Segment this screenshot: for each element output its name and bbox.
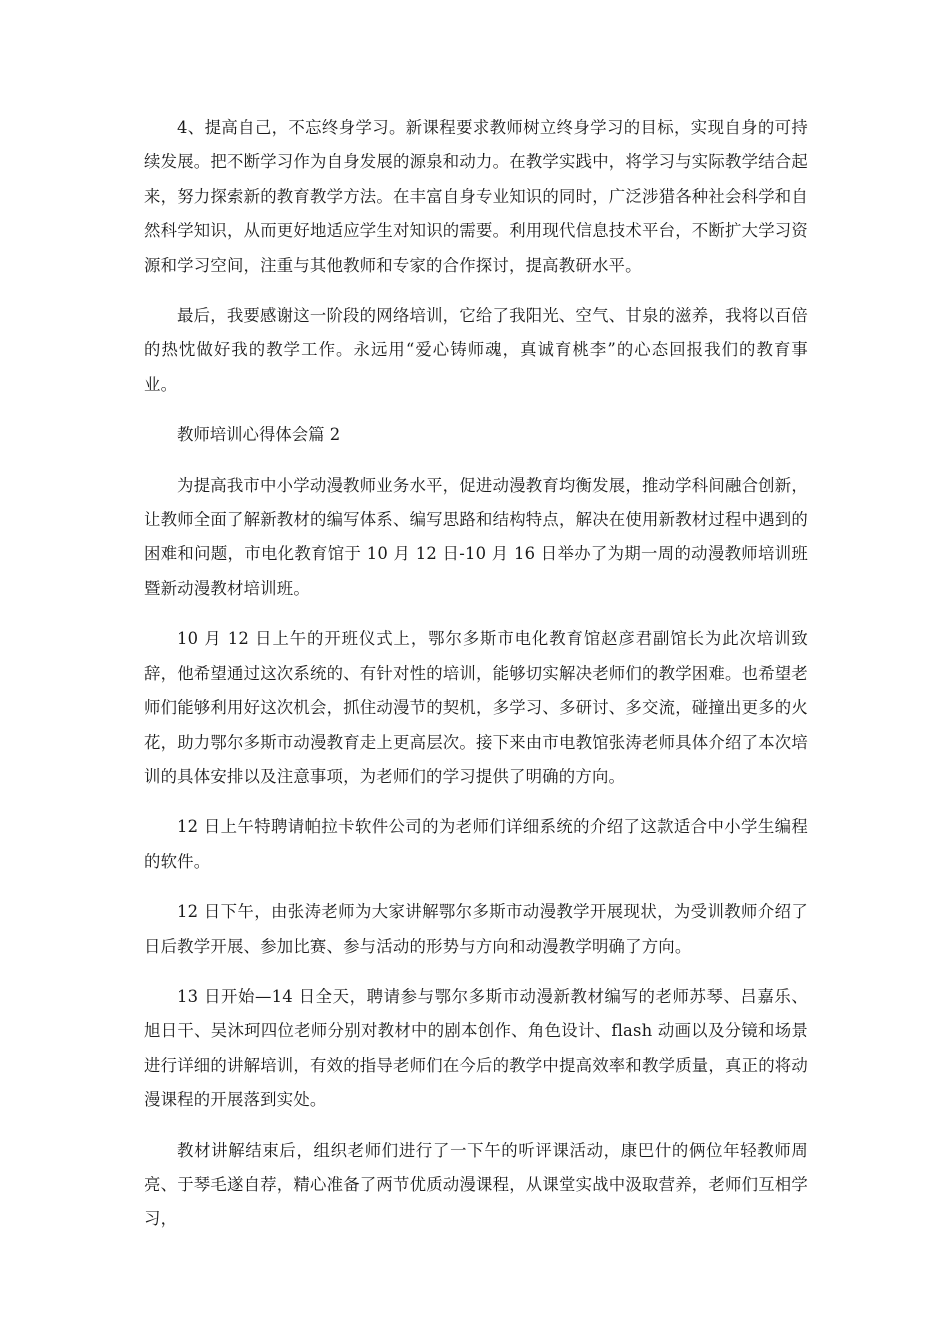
paragraph-gap: [144, 879, 808, 895]
paragraph-gap: [144, 1118, 808, 1134]
paragraph-gap: [144, 794, 808, 810]
paragraph-opening-ceremony: 10 月 12 日上午的开班仪式上，鄂尔多斯市电化教育馆赵彦君副馆长为此次培训致辞，他希望通过这次系统的、有针对性的培训，能够切实解决老师们的教学困难。也希望老师们能够利用好这次机会，抓住动漫节的契机，多学习、多研讨、多交流，碰撞出更多的火花，助力鄂尔多斯市动漫教育走上更高层次。接下来由市电教馆张涛老师具体介绍了本次培训的具体安排以及注意事项，为老师们的学习提供了明确的方向。: [144, 629, 808, 786]
paragraph-lifelong-learning: 4、提高自己，不忘终身学习。新课程要求教师树立终身学习的目标，实现自身的可持续发展。把不断学习作为自身发展的源泉和动力。在教学实践中，将学习与实际教学结合起来，努力探索新的教育教学方法。在丰富自身专业知识的同时，广泛涉猎各种社会科学和自然科学知识，从而更好地适应学生对知识的需要。利用现代信息技术平台，不断扩大学习资源和学习空间，注重与其他教师和专家的合作探讨，提高教研水平。: [144, 118, 808, 275]
paragraph-gap: [144, 453, 808, 469]
paragraph-gap: [144, 964, 808, 980]
paragraph-gap: [144, 283, 808, 299]
paragraph-textbook-training: 13 日开始—14 日全天，聘请参与鄂尔多斯市动漫新教材编写的老师苏琴、吕嘉乐、旭日干、吴沐珂四位老师分别对教材中的剧本创作、角色设计、flash 动画以及分镜和场景进行详细的讲解培训，有效的指导老师们在今后的教学中提高效率和教学质量，真正的将动漫课程的开展落到实处。: [144, 986, 808, 1110]
paragraph-closing-thanks: 最后，我要感谢这一阶段的网络培训，它给了我阳光、空气、甘泉的滋养，我将以百倍的热忱做好我的教学工作。永远用“爱心铸师魂，真诚育桃李”的心态回报我们的教育事业。: [144, 306, 808, 394]
paragraph-gap: [144, 402, 808, 418]
paragraph-software-intro: 12 日上午特聘请帕拉卡软件公司的为老师们详细系统的介绍了这款适合中小学生编程的软件。: [144, 817, 808, 871]
paragraph-training-intro: 为提高我市中小学动漫教师业务水平，促进动漫教育均衡发展，推动学科间融合创新，让教师全面了解新教材的编写体系、编写思路和结构特点，解决在使用新教材过程中遇到的困难和问题，市电化教育馆于 10 月 12 日-10 月 16 日举办了为期一周的动漫教师培训班暨新动漫教材培训班。: [144, 475, 808, 598]
paragraph-afternoon-lecture: 12 日下午，由张涛老师为大家讲解鄂尔多斯市动漫教学开展现状，为受训教师介绍了日后教学开展、参加比赛、参与活动的形势与方向和动漫教学明确了方向。: [144, 902, 808, 956]
paragraph-gap: [144, 606, 808, 622]
paragraph-lesson-observation: 教材讲解结束后，组织老师们进行了一下午的听评课活动，康巴什的俩位年轻教师周亮、于琴毛遂自荐，精心准备了两节优质动漫课程，从课堂实战中汲取营养，老师们互相学习，: [144, 1140, 808, 1229]
document-page: [144, 111, 808, 1237]
section-heading: 教师培训心得体会篇 2: [177, 425, 341, 445]
